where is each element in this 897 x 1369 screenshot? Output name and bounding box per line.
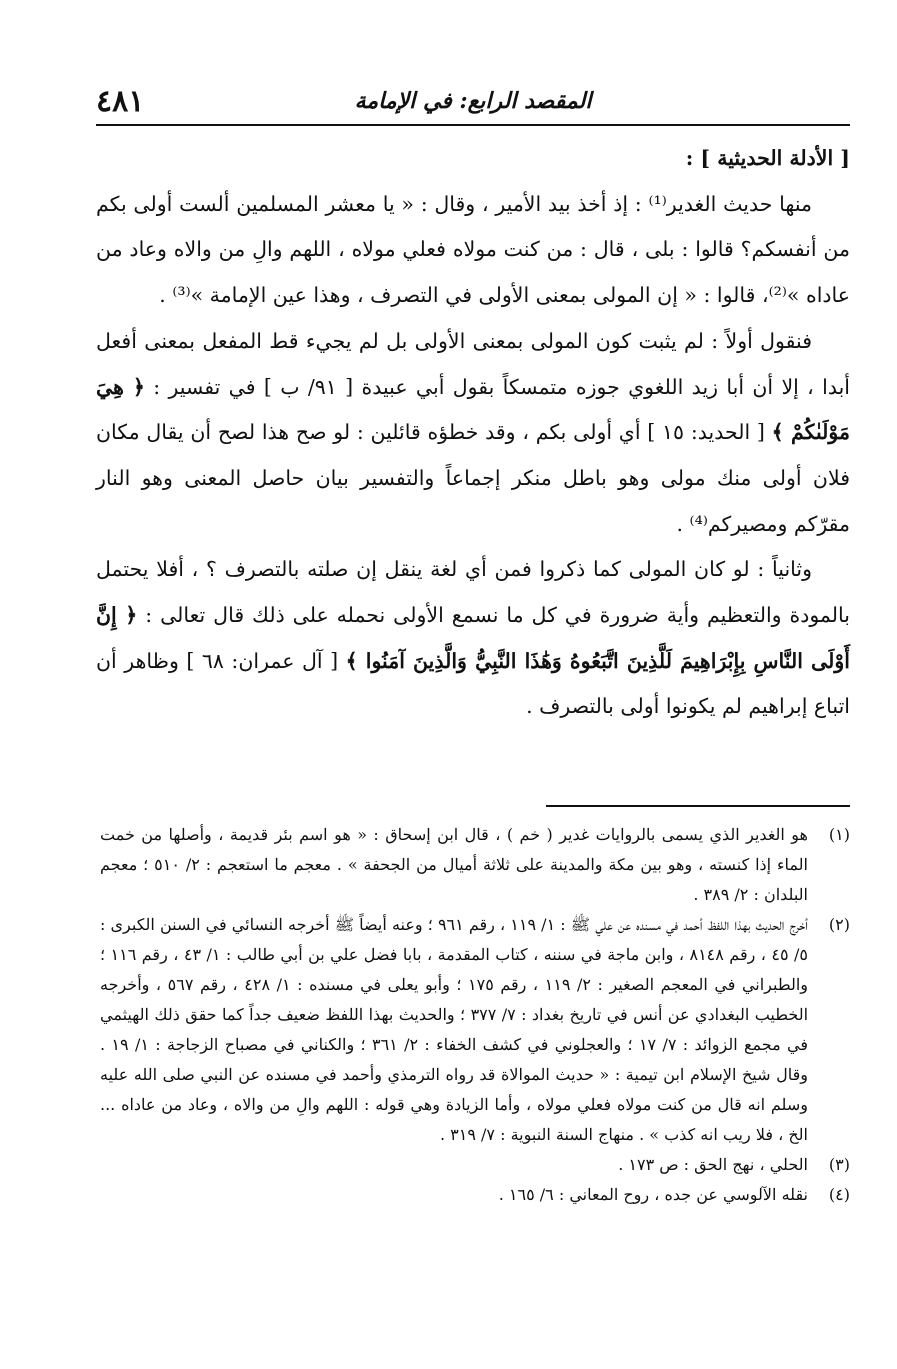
paragraph-2	[96, 319, 850, 548]
footnote-text: الحلي ، نهج الحق : ص ١٧٣ .	[618, 1155, 808, 1174]
paragraph-3-part-b: [ آل عمران: ٦٨ ] وظاهر أن اتباع إبراهيم لم يكونوا أولى بالتصرف .	[96, 648, 850, 719]
running-title: المقصد الرابع: في الإمامة	[354, 88, 592, 114]
footnote-number: (١)	[828, 825, 850, 844]
quran-verse-1: ﴿ هِيَ مَوْلَىٰكُمْ ﴾	[96, 374, 850, 445]
footnote-2	[100, 910, 850, 1150]
footnotes	[100, 820, 850, 1210]
paragraph-3-part-a: وثانياً : لو كان المولى كما ذكروا فمن أي لغة ينقل إن صلته بالتصرف ؟ ، أفلا يحتمل بالمودة والتعظيم وأية ضرورة في كل ما نسمع الأولى نحمله على ذلك قال تعالى :	[96, 557, 850, 628]
paragraph-3	[96, 547, 850, 730]
section-title: [ الأدلة الحديثية ] :	[685, 146, 850, 170]
footnote-text: هو الغدير الذي يسمى بالروايات غدير ( خم ) ، قال ابن إسحاق : « هو اسم بئر قديمة ، وأصلها من خمت الماء إذا كنسته ، وهو بين مكة والمدينة على ثلاثة أميال من الجحفة » . معجم ما استعجم : ٢/ ٥١٠ ؛ معجم البلدان : ٢/ ٣٨٩ .	[100, 825, 809, 904]
page-number: ٤٨١	[96, 84, 145, 119]
footnote-number: (٤)	[828, 1185, 850, 1204]
footnote-text: أخرج الحديث بهذا اللفظ أحمد في مسنده عن علي ﷺ : ١/ ١١٩ ، رقم ٩٦١ ؛ وعنه أيضاً ﷺ أخرجه النسائي في السنن الكبرى : ٥/ ٤٥ ، رقم ٨١٤٨ ، وابن ماجة في سننه ، كتاب المقدمة ، بابا فضل علي بن أبي طالب : ١/ ٤٣ ، رقم ١١٦ ؛ والطبراني في المعجم الصغير : ٢/ ١١٩ ، رقم ١٧٥ ؛ وأبو يعلى في مسنده : ١/ ٤٢٨ ، رقم ٥٦٧ ، وأخرجه الخطيب البغدادي عن أنس في تاريخ بغداد : ٧/ ٣٧٧ ؛ والحديث بهذا اللفظ ضعيف جداً كما حقق ذلك الهيثمي في مجمع الزوائد : ٧/ ١٧ ؛ والعجلوني في كشف الخفاء : ٢/ ٣٦١ ؛ والكناني في مصباح الزجاجة : ١/ ١٩ . وقال شيخ الإسلام ابن تيمية : « حديث الموالاة قد رواه الترمذي وأحمد في مسنده عن النبي صلى الله عليه وسلم انه قال من كنت مولاه فعلي مولاه ، وأما الزيادة وهي قوله : اللهم والِ من والاه ، وعاد من عاداه ... الخ ، فلا ريب انه كذب » . منهاج السنة النبوية : ٧/ ٣١٩ .	[100, 915, 809, 1144]
footnote-4	[100, 1180, 850, 1210]
footnote-text: نقله الآلوسي عن جده ، روح المعاني : ٦/ ١٦٥ .	[498, 1185, 808, 1204]
main-text	[96, 136, 850, 730]
page-header	[96, 80, 850, 124]
footnote-1	[100, 820, 850, 910]
footnote-number: (٣)	[828, 1155, 850, 1174]
paragraph-2-part-a: فنقول أولاً : لم يثبت كون المولى بمعنى الأولى بل لم يجيء قط المفعل بمعنى أفعل أبدا ، إلا أن أبا زيد اللغوي جوزه متمسكاً بقول أبي عبيدة [ ٩١/ ب ] في تفسير :	[96, 328, 850, 399]
footnote-number: (٢)	[828, 915, 850, 934]
footnote-3	[100, 1150, 850, 1180]
quran-verse-2: ﴿ إِنَّ أَوْلَى النَّاسِ بِإِبْرَاهِيمَ لَلَّذِينَ اتَّبَعُوهُ وَهَٰذَا النَّبِيُّ وَالَّذِينَ آمَنُوا ﴾	[96, 603, 850, 673]
paragraph-2-part-b: [ الحديد: ١٥ ] أي أولى بكم ، وقد خطؤه قائلين : لو صح هذا لصح أن يقال مكان فلان أولى منك مولى وهو باطل منكر إجماعاً والتفسير بيان حاصل المعنى وهو النار مقرّكم ومصيركم⁽⁴⁾ .	[96, 420, 850, 536]
paragraph-1: منها حديث الغدير⁽¹⁾ : إذ أخذ بيد الأمير ، وقال : « يا معشر المسلمين ألست أولى بكم من أنفسكم؟ قالوا : بلى ، قال : من كنت مولاه فعلي مولاه ، اللهم والِ من والاه وعاد من عاداه »⁽²⁾، قالوا : « إن المولى بمعنى الأولى في التصرف ، وهذا عين الإمامة »⁽³⁾ .	[96, 191, 850, 308]
footnotes-divider	[546, 805, 850, 807]
header-divider	[96, 124, 850, 126]
